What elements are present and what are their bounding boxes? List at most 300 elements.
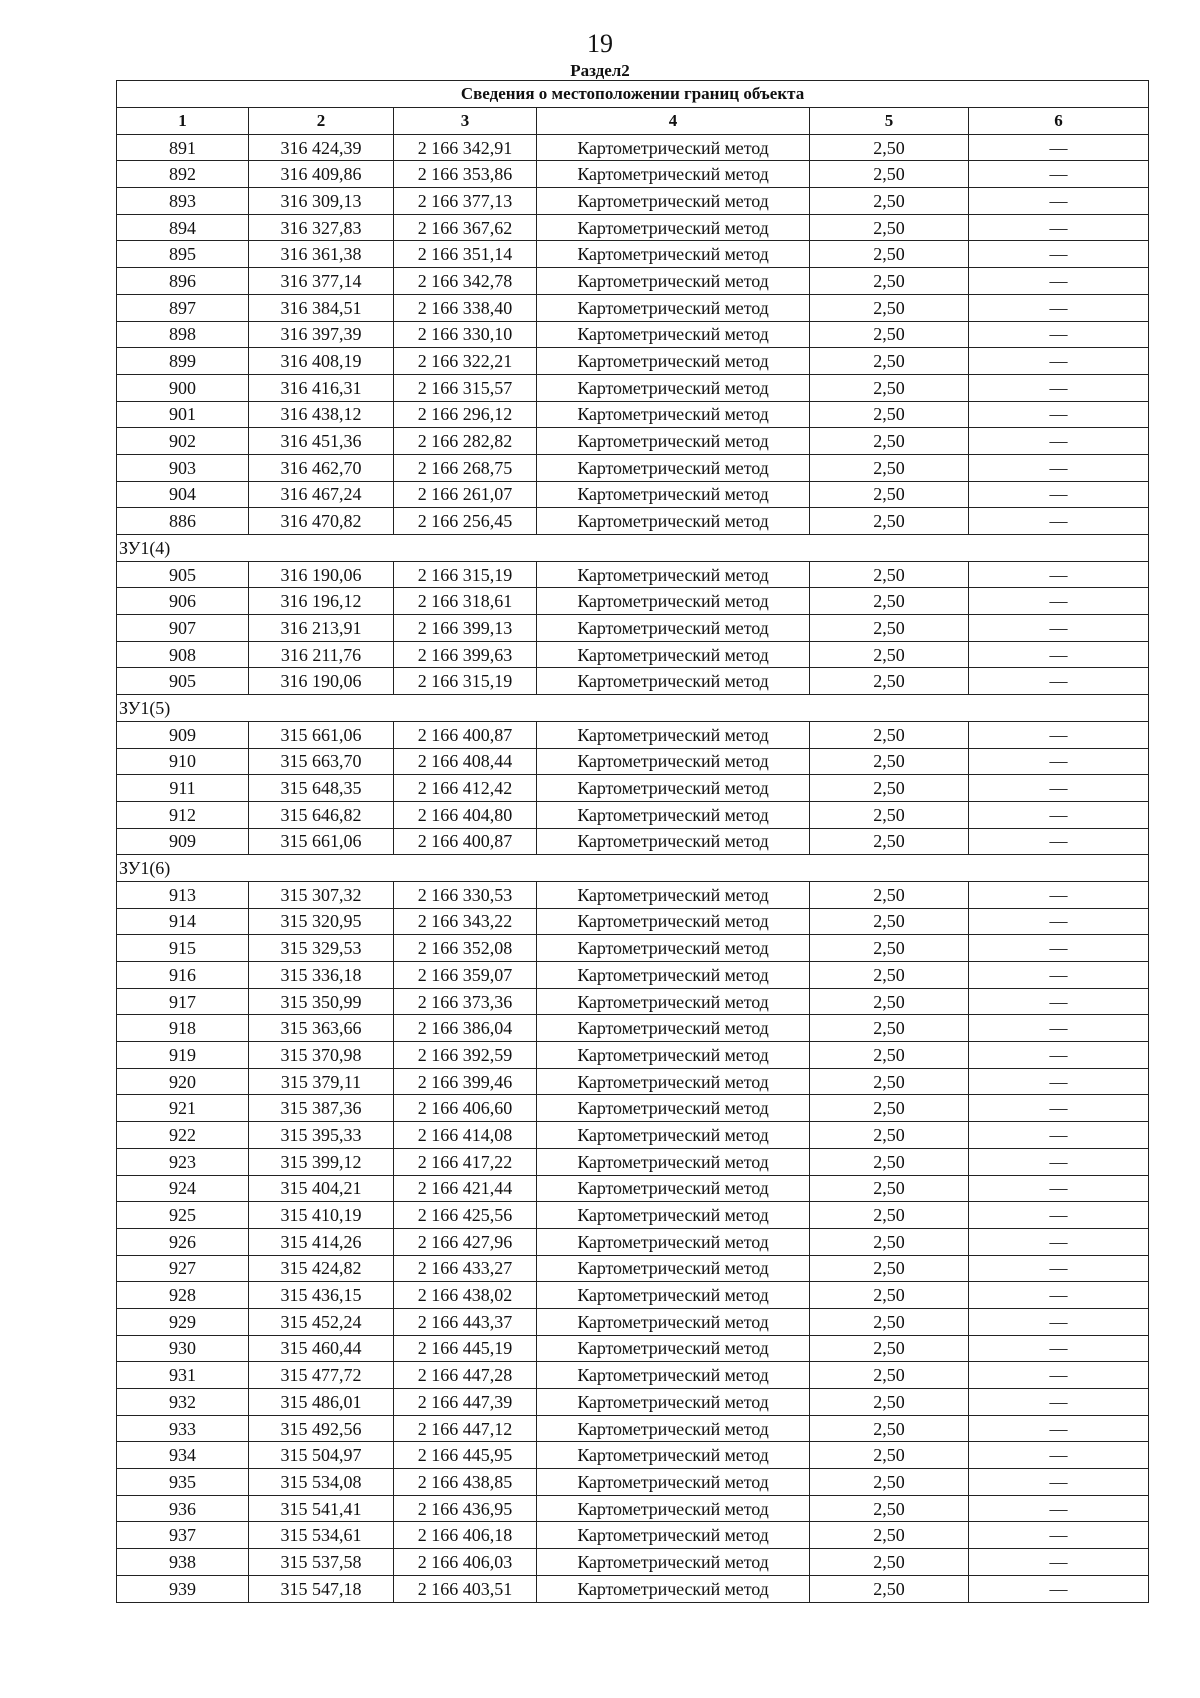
cell-coord-x: 316 213,91 (249, 615, 394, 642)
cell-coord-y: 2 166 330,53 (394, 881, 537, 908)
cell-coord-y: 2 166 445,95 (394, 1442, 537, 1469)
cell-coord-y: 2 166 282,82 (394, 428, 537, 455)
cell-coord-x: 315 492,56 (249, 1415, 394, 1442)
table-row (117, 1202, 1149, 1229)
cell-coord-x: 316 409,86 (249, 161, 394, 188)
table-caption: Сведения о местоположении границ объекта (117, 81, 1149, 108)
cell-point-number: 934 (117, 1442, 249, 1469)
cell-coord-y: 2 166 343,22 (394, 908, 537, 935)
cell-coord-y: 2 166 330,10 (394, 321, 537, 348)
cell-description: — (969, 1015, 1149, 1042)
cell-accuracy: 2,50 (810, 1175, 969, 1202)
cell-coord-y: 2 166 359,07 (394, 962, 537, 989)
cell-coord-x: 315 534,61 (249, 1522, 394, 1549)
table-row (117, 1122, 1149, 1149)
cell-coord-y: 2 166 447,28 (394, 1362, 537, 1389)
cell-coord-x: 315 404,21 (249, 1175, 394, 1202)
cell-coord-x: 316 408,19 (249, 348, 394, 375)
cell-method: Картометрический метод (537, 748, 810, 775)
cell-accuracy: 2,50 (810, 1362, 969, 1389)
cell-accuracy: 2,50 (810, 1255, 969, 1282)
cell-accuracy: 2,50 (810, 908, 969, 935)
cell-description: — (969, 1469, 1149, 1496)
cell-accuracy: 2,50 (810, 1282, 969, 1309)
cell-method: Картометрический метод (537, 268, 810, 295)
cell-point-number: 898 (117, 321, 249, 348)
cell-point-number: 900 (117, 374, 249, 401)
column-number: 5 (810, 108, 969, 135)
cell-description: — (969, 348, 1149, 375)
cell-coord-x: 316 377,14 (249, 268, 394, 295)
cell-accuracy: 2,50 (810, 588, 969, 615)
cell-point-number: 908 (117, 641, 249, 668)
cell-point-number: 916 (117, 962, 249, 989)
cell-coord-x: 316 196,12 (249, 588, 394, 615)
column-number: 3 (394, 108, 537, 135)
table-row (117, 1068, 1149, 1095)
cell-method: Картометрический метод (537, 561, 810, 588)
table-row (117, 1522, 1149, 1549)
cell-description: — (969, 1095, 1149, 1122)
table-row (117, 428, 1149, 455)
cell-coord-x: 316 327,83 (249, 214, 394, 241)
cell-point-number: 932 (117, 1389, 249, 1416)
cell-method: Картометрический метод (537, 1469, 810, 1496)
cell-method: Картометрический метод (537, 1308, 810, 1335)
table-row (117, 1175, 1149, 1202)
cell-method: Картометрический метод (537, 348, 810, 375)
table-row (117, 668, 1149, 695)
table-row (117, 1255, 1149, 1282)
cell-coord-y: 2 166 433,27 (394, 1255, 537, 1282)
cell-coord-y: 2 166 318,61 (394, 588, 537, 615)
table-body (117, 81, 1149, 1603)
cell-coord-y: 2 166 438,02 (394, 1282, 537, 1309)
cell-method: Картометрический метод (537, 988, 810, 1015)
cell-coord-x: 315 537,58 (249, 1549, 394, 1576)
cell-point-number: 906 (117, 588, 249, 615)
cell-point-number: 910 (117, 748, 249, 775)
cell-point-number: 926 (117, 1228, 249, 1255)
cell-point-number: 893 (117, 188, 249, 215)
table-row (117, 214, 1149, 241)
cell-accuracy: 2,50 (810, 321, 969, 348)
table-row (117, 321, 1149, 348)
cell-coord-x: 315 648,35 (249, 775, 394, 802)
cell-coord-y: 2 166 408,44 (394, 748, 537, 775)
cell-method: Картометрический метод (537, 801, 810, 828)
cell-method: Картометрический метод (537, 481, 810, 508)
cell-point-number: 907 (117, 615, 249, 642)
cell-coord-y: 2 166 322,21 (394, 348, 537, 375)
cell-coord-y: 2 166 404,80 (394, 801, 537, 828)
table-row (117, 161, 1149, 188)
table-row (117, 1415, 1149, 1442)
cell-point-number: 919 (117, 1042, 249, 1069)
table-row (117, 1362, 1149, 1389)
cell-description: — (969, 481, 1149, 508)
cell-description: — (969, 721, 1149, 748)
page-number: 19 (587, 29, 613, 58)
cell-coord-y: 2 166 400,87 (394, 828, 537, 855)
table-row (117, 641, 1149, 668)
group-row (117, 535, 1149, 562)
table-row (117, 1282, 1149, 1309)
cell-method: Картометрический метод (537, 1549, 810, 1576)
cell-method: Картометрический метод (537, 1202, 810, 1229)
cell-accuracy: 2,50 (810, 241, 969, 268)
cell-description: — (969, 134, 1149, 161)
column-number: 4 (537, 108, 810, 135)
cell-coord-y: 2 166 351,14 (394, 241, 537, 268)
cell-description: — (969, 1389, 1149, 1416)
cell-point-number: 939 (117, 1575, 249, 1602)
cell-method: Картометрический метод (537, 161, 810, 188)
cell-accuracy: 2,50 (810, 1549, 969, 1576)
cell-method: Картометрический метод (537, 935, 810, 962)
cell-coord-x: 316 462,70 (249, 454, 394, 481)
cell-coord-x: 316 190,06 (249, 561, 394, 588)
cell-coord-y: 2 166 367,62 (394, 214, 537, 241)
table-row (117, 881, 1149, 908)
cell-coord-x: 316 451,36 (249, 428, 394, 455)
cell-point-number: 892 (117, 161, 249, 188)
cell-coord-x: 315 541,41 (249, 1495, 394, 1522)
cell-method: Картометрический метод (537, 1148, 810, 1175)
cell-coord-x: 315 387,36 (249, 1095, 394, 1122)
cell-method: Картометрический метод (537, 641, 810, 668)
cell-coord-x: 315 663,70 (249, 748, 394, 775)
cell-coord-x: 316 470,82 (249, 508, 394, 535)
cell-description: — (969, 1415, 1149, 1442)
cell-coord-x: 315 477,72 (249, 1362, 394, 1389)
cell-description: — (969, 962, 1149, 989)
boundary-coordinates-table (116, 80, 1149, 1603)
cell-description: — (969, 775, 1149, 802)
cell-coord-y: 2 166 406,60 (394, 1095, 537, 1122)
cell-method: Картометрический метод (537, 428, 810, 455)
cell-method: Картометрический метод (537, 401, 810, 428)
cell-accuracy: 2,50 (810, 641, 969, 668)
column-number: 6 (969, 108, 1149, 135)
cell-coord-x: 315 395,33 (249, 1122, 394, 1149)
cell-coord-y: 2 166 377,13 (394, 188, 537, 215)
cell-coord-x: 316 384,51 (249, 294, 394, 321)
cell-accuracy: 2,50 (810, 1202, 969, 1229)
cell-accuracy: 2,50 (810, 1068, 969, 1095)
cell-point-number: 920 (117, 1068, 249, 1095)
cell-coord-x: 315 410,19 (249, 1202, 394, 1229)
cell-point-number: 918 (117, 1015, 249, 1042)
table-row (117, 134, 1149, 161)
cell-point-number: 903 (117, 454, 249, 481)
cell-coord-x: 315 436,15 (249, 1282, 394, 1309)
cell-coord-x: 315 452,24 (249, 1308, 394, 1335)
cell-description: — (969, 268, 1149, 295)
cell-description: — (969, 1308, 1149, 1335)
cell-method: Картометрический метод (537, 134, 810, 161)
cell-coord-y: 2 166 438,85 (394, 1469, 537, 1496)
table-row (117, 1095, 1149, 1122)
cell-coord-x: 316 309,13 (249, 188, 394, 215)
cell-method: Картометрический метод (537, 1228, 810, 1255)
cell-coord-y: 2 166 315,19 (394, 668, 537, 695)
cell-coord-y: 2 166 261,07 (394, 481, 537, 508)
cell-coord-y: 2 166 406,03 (394, 1549, 537, 1576)
cell-method: Картометрический метод (537, 1389, 810, 1416)
column-number: 2 (249, 108, 394, 135)
cell-point-number: 935 (117, 1469, 249, 1496)
table-row (117, 908, 1149, 935)
group-row (117, 695, 1149, 722)
cell-accuracy: 2,50 (810, 988, 969, 1015)
cell-point-number: 909 (117, 721, 249, 748)
table-row (117, 481, 1149, 508)
cell-method: Картометрический метод (537, 1095, 810, 1122)
cell-description: — (969, 561, 1149, 588)
cell-method: Картометрический метод (537, 1175, 810, 1202)
group-label: ЗУ1(5) (117, 695, 1149, 722)
table-row (117, 748, 1149, 775)
table-row (117, 1335, 1149, 1362)
table-row (117, 454, 1149, 481)
cell-method: Картометрический метод (537, 188, 810, 215)
cell-description: — (969, 668, 1149, 695)
cell-method: Картометрический метод (537, 294, 810, 321)
cell-coord-x: 315 329,53 (249, 935, 394, 962)
cell-method: Картометрический метод (537, 1442, 810, 1469)
cell-description: — (969, 1442, 1149, 1469)
cell-description: — (969, 1255, 1149, 1282)
cell-coord-y: 2 166 425,56 (394, 1202, 537, 1229)
cell-method: Картометрический метод (537, 1522, 810, 1549)
cell-point-number: 921 (117, 1095, 249, 1122)
cell-point-number: 886 (117, 508, 249, 535)
cell-method: Картометрический метод (537, 1282, 810, 1309)
cell-coord-x: 315 547,18 (249, 1575, 394, 1602)
cell-description: — (969, 1522, 1149, 1549)
cell-accuracy: 2,50 (810, 1095, 969, 1122)
cell-accuracy: 2,50 (810, 454, 969, 481)
table-row (117, 348, 1149, 375)
cell-point-number: 931 (117, 1362, 249, 1389)
cell-description: — (969, 881, 1149, 908)
cell-coord-y: 2 166 386,04 (394, 1015, 537, 1042)
cell-coord-x: 315 460,44 (249, 1335, 394, 1362)
cell-accuracy: 2,50 (810, 561, 969, 588)
cell-accuracy: 2,50 (810, 881, 969, 908)
cell-accuracy: 2,50 (810, 775, 969, 802)
table-row (117, 801, 1149, 828)
cell-coord-x: 316 211,76 (249, 641, 394, 668)
cell-coord-y: 2 166 256,45 (394, 508, 537, 535)
cell-description: — (969, 1495, 1149, 1522)
table-row (117, 962, 1149, 989)
cell-coord-y: 2 166 352,08 (394, 935, 537, 962)
cell-accuracy: 2,50 (810, 1442, 969, 1469)
cell-description: — (969, 401, 1149, 428)
cell-coord-y: 2 166 436,95 (394, 1495, 537, 1522)
cell-accuracy: 2,50 (810, 1228, 969, 1255)
cell-coord-y: 2 166 399,46 (394, 1068, 537, 1095)
cell-coord-y: 2 166 315,19 (394, 561, 537, 588)
cell-point-number: 933 (117, 1415, 249, 1442)
cell-method: Картометрический метод (537, 374, 810, 401)
cell-coord-y: 2 166 414,08 (394, 1122, 537, 1149)
cell-coord-y: 2 166 403,51 (394, 1575, 537, 1602)
cell-accuracy: 2,50 (810, 374, 969, 401)
column-number: 1 (117, 108, 249, 135)
cell-point-number: 915 (117, 935, 249, 962)
cell-description: — (969, 641, 1149, 668)
cell-accuracy: 2,50 (810, 161, 969, 188)
cell-accuracy: 2,50 (810, 508, 969, 535)
cell-coord-x: 315 379,11 (249, 1068, 394, 1095)
cell-coord-x: 315 370,98 (249, 1042, 394, 1069)
cell-description: — (969, 935, 1149, 962)
table-row (117, 1442, 1149, 1469)
cell-coord-y: 2 166 447,39 (394, 1389, 537, 1416)
table-row (117, 294, 1149, 321)
cell-coord-y: 2 166 296,12 (394, 401, 537, 428)
group-label: ЗУ1(4) (117, 535, 1149, 562)
cell-method: Картометрический метод (537, 668, 810, 695)
cell-description: — (969, 188, 1149, 215)
cell-description: — (969, 1228, 1149, 1255)
cell-coord-x: 316 424,39 (249, 134, 394, 161)
cell-method: Картометрический метод (537, 615, 810, 642)
cell-coord-y: 2 166 373,36 (394, 988, 537, 1015)
cell-coord-y: 2 166 400,87 (394, 721, 537, 748)
cell-method: Картометрический метод (537, 508, 810, 535)
cell-point-number: 912 (117, 801, 249, 828)
cell-description: — (969, 1335, 1149, 1362)
table-row (117, 1575, 1149, 1602)
cell-accuracy: 2,50 (810, 1522, 969, 1549)
cell-point-number: 896 (117, 268, 249, 295)
cell-point-number: 897 (117, 294, 249, 321)
cell-coord-y: 2 166 315,57 (394, 374, 537, 401)
cell-point-number: 923 (117, 1148, 249, 1175)
cell-accuracy: 2,50 (810, 294, 969, 321)
cell-accuracy: 2,50 (810, 935, 969, 962)
table-row (117, 935, 1149, 962)
cell-point-number: 902 (117, 428, 249, 455)
cell-method: Картометрический метод (537, 1255, 810, 1282)
cell-description: — (969, 1068, 1149, 1095)
table-row (117, 615, 1149, 642)
cell-method: Картометрический метод (537, 962, 810, 989)
cell-description: — (969, 161, 1149, 188)
cell-method: Картометрический метод (537, 1415, 810, 1442)
cell-accuracy: 2,50 (810, 428, 969, 455)
cell-description: — (969, 214, 1149, 241)
cell-point-number: 894 (117, 214, 249, 241)
cell-coord-x: 316 467,24 (249, 481, 394, 508)
cell-coord-y: 2 166 427,96 (394, 1228, 537, 1255)
cell-accuracy: 2,50 (810, 721, 969, 748)
cell-point-number: 917 (117, 988, 249, 1015)
cell-accuracy: 2,50 (810, 268, 969, 295)
cell-method: Картометрический метод (537, 1122, 810, 1149)
table-row (117, 988, 1149, 1015)
cell-point-number: 928 (117, 1282, 249, 1309)
table-row (117, 721, 1149, 748)
cell-description: — (969, 801, 1149, 828)
cell-accuracy: 2,50 (810, 1335, 969, 1362)
cell-point-number: 905 (117, 561, 249, 588)
cell-accuracy: 2,50 (810, 188, 969, 215)
cell-accuracy: 2,50 (810, 668, 969, 695)
cell-method: Картометрический метод (537, 1068, 810, 1095)
cell-coord-y: 2 166 412,42 (394, 775, 537, 802)
cell-description: — (969, 374, 1149, 401)
cell-coord-y: 2 166 445,19 (394, 1335, 537, 1362)
table-row (117, 1469, 1149, 1496)
cell-description: — (969, 908, 1149, 935)
cell-description: — (969, 1282, 1149, 1309)
cell-description: — (969, 1122, 1149, 1149)
cell-accuracy: 2,50 (810, 962, 969, 989)
cell-description: — (969, 1042, 1149, 1069)
cell-coord-y: 2 166 338,40 (394, 294, 537, 321)
cell-coord-x: 315 414,26 (249, 1228, 394, 1255)
cell-accuracy: 2,50 (810, 481, 969, 508)
cell-description: — (969, 321, 1149, 348)
cell-coord-y: 2 166 447,12 (394, 1415, 537, 1442)
cell-point-number: 905 (117, 668, 249, 695)
cell-accuracy: 2,50 (810, 1415, 969, 1442)
cell-accuracy: 2,50 (810, 1122, 969, 1149)
cell-coord-x: 315 307,32 (249, 881, 394, 908)
cell-point-number: 913 (117, 881, 249, 908)
cell-coord-x: 315 320,95 (249, 908, 394, 935)
cell-description: — (969, 1575, 1149, 1602)
cell-description: — (969, 1148, 1149, 1175)
cell-description: — (969, 294, 1149, 321)
cell-point-number: 929 (117, 1308, 249, 1335)
cell-coord-y: 2 166 399,63 (394, 641, 537, 668)
cell-coord-x: 315 350,99 (249, 988, 394, 1015)
table-row (117, 1495, 1149, 1522)
table-caption-row (117, 81, 1149, 108)
cell-accuracy: 2,50 (810, 615, 969, 642)
cell-point-number: 925 (117, 1202, 249, 1229)
cell-description: — (969, 1362, 1149, 1389)
table-row (117, 1389, 1149, 1416)
cell-coord-x: 315 504,97 (249, 1442, 394, 1469)
cell-accuracy: 2,50 (810, 801, 969, 828)
cell-accuracy: 2,50 (810, 401, 969, 428)
table-row (117, 1015, 1149, 1042)
table-row (117, 1308, 1149, 1335)
table-row (117, 241, 1149, 268)
cell-method: Картометрический метод (537, 1042, 810, 1069)
cell-point-number: 899 (117, 348, 249, 375)
cell-coord-x: 315 661,06 (249, 828, 394, 855)
cell-point-number: 922 (117, 1122, 249, 1149)
cell-method: Картометрический метод (537, 1335, 810, 1362)
cell-accuracy: 2,50 (810, 828, 969, 855)
cell-description: — (969, 748, 1149, 775)
cell-accuracy: 2,50 (810, 1575, 969, 1602)
cell-coord-x: 316 361,38 (249, 241, 394, 268)
cell-accuracy: 2,50 (810, 348, 969, 375)
cell-coord-y: 2 166 443,37 (394, 1308, 537, 1335)
cell-method: Картометрический метод (537, 1495, 810, 1522)
group-label: ЗУ1(6) (117, 855, 1149, 882)
cell-accuracy: 2,50 (810, 1148, 969, 1175)
